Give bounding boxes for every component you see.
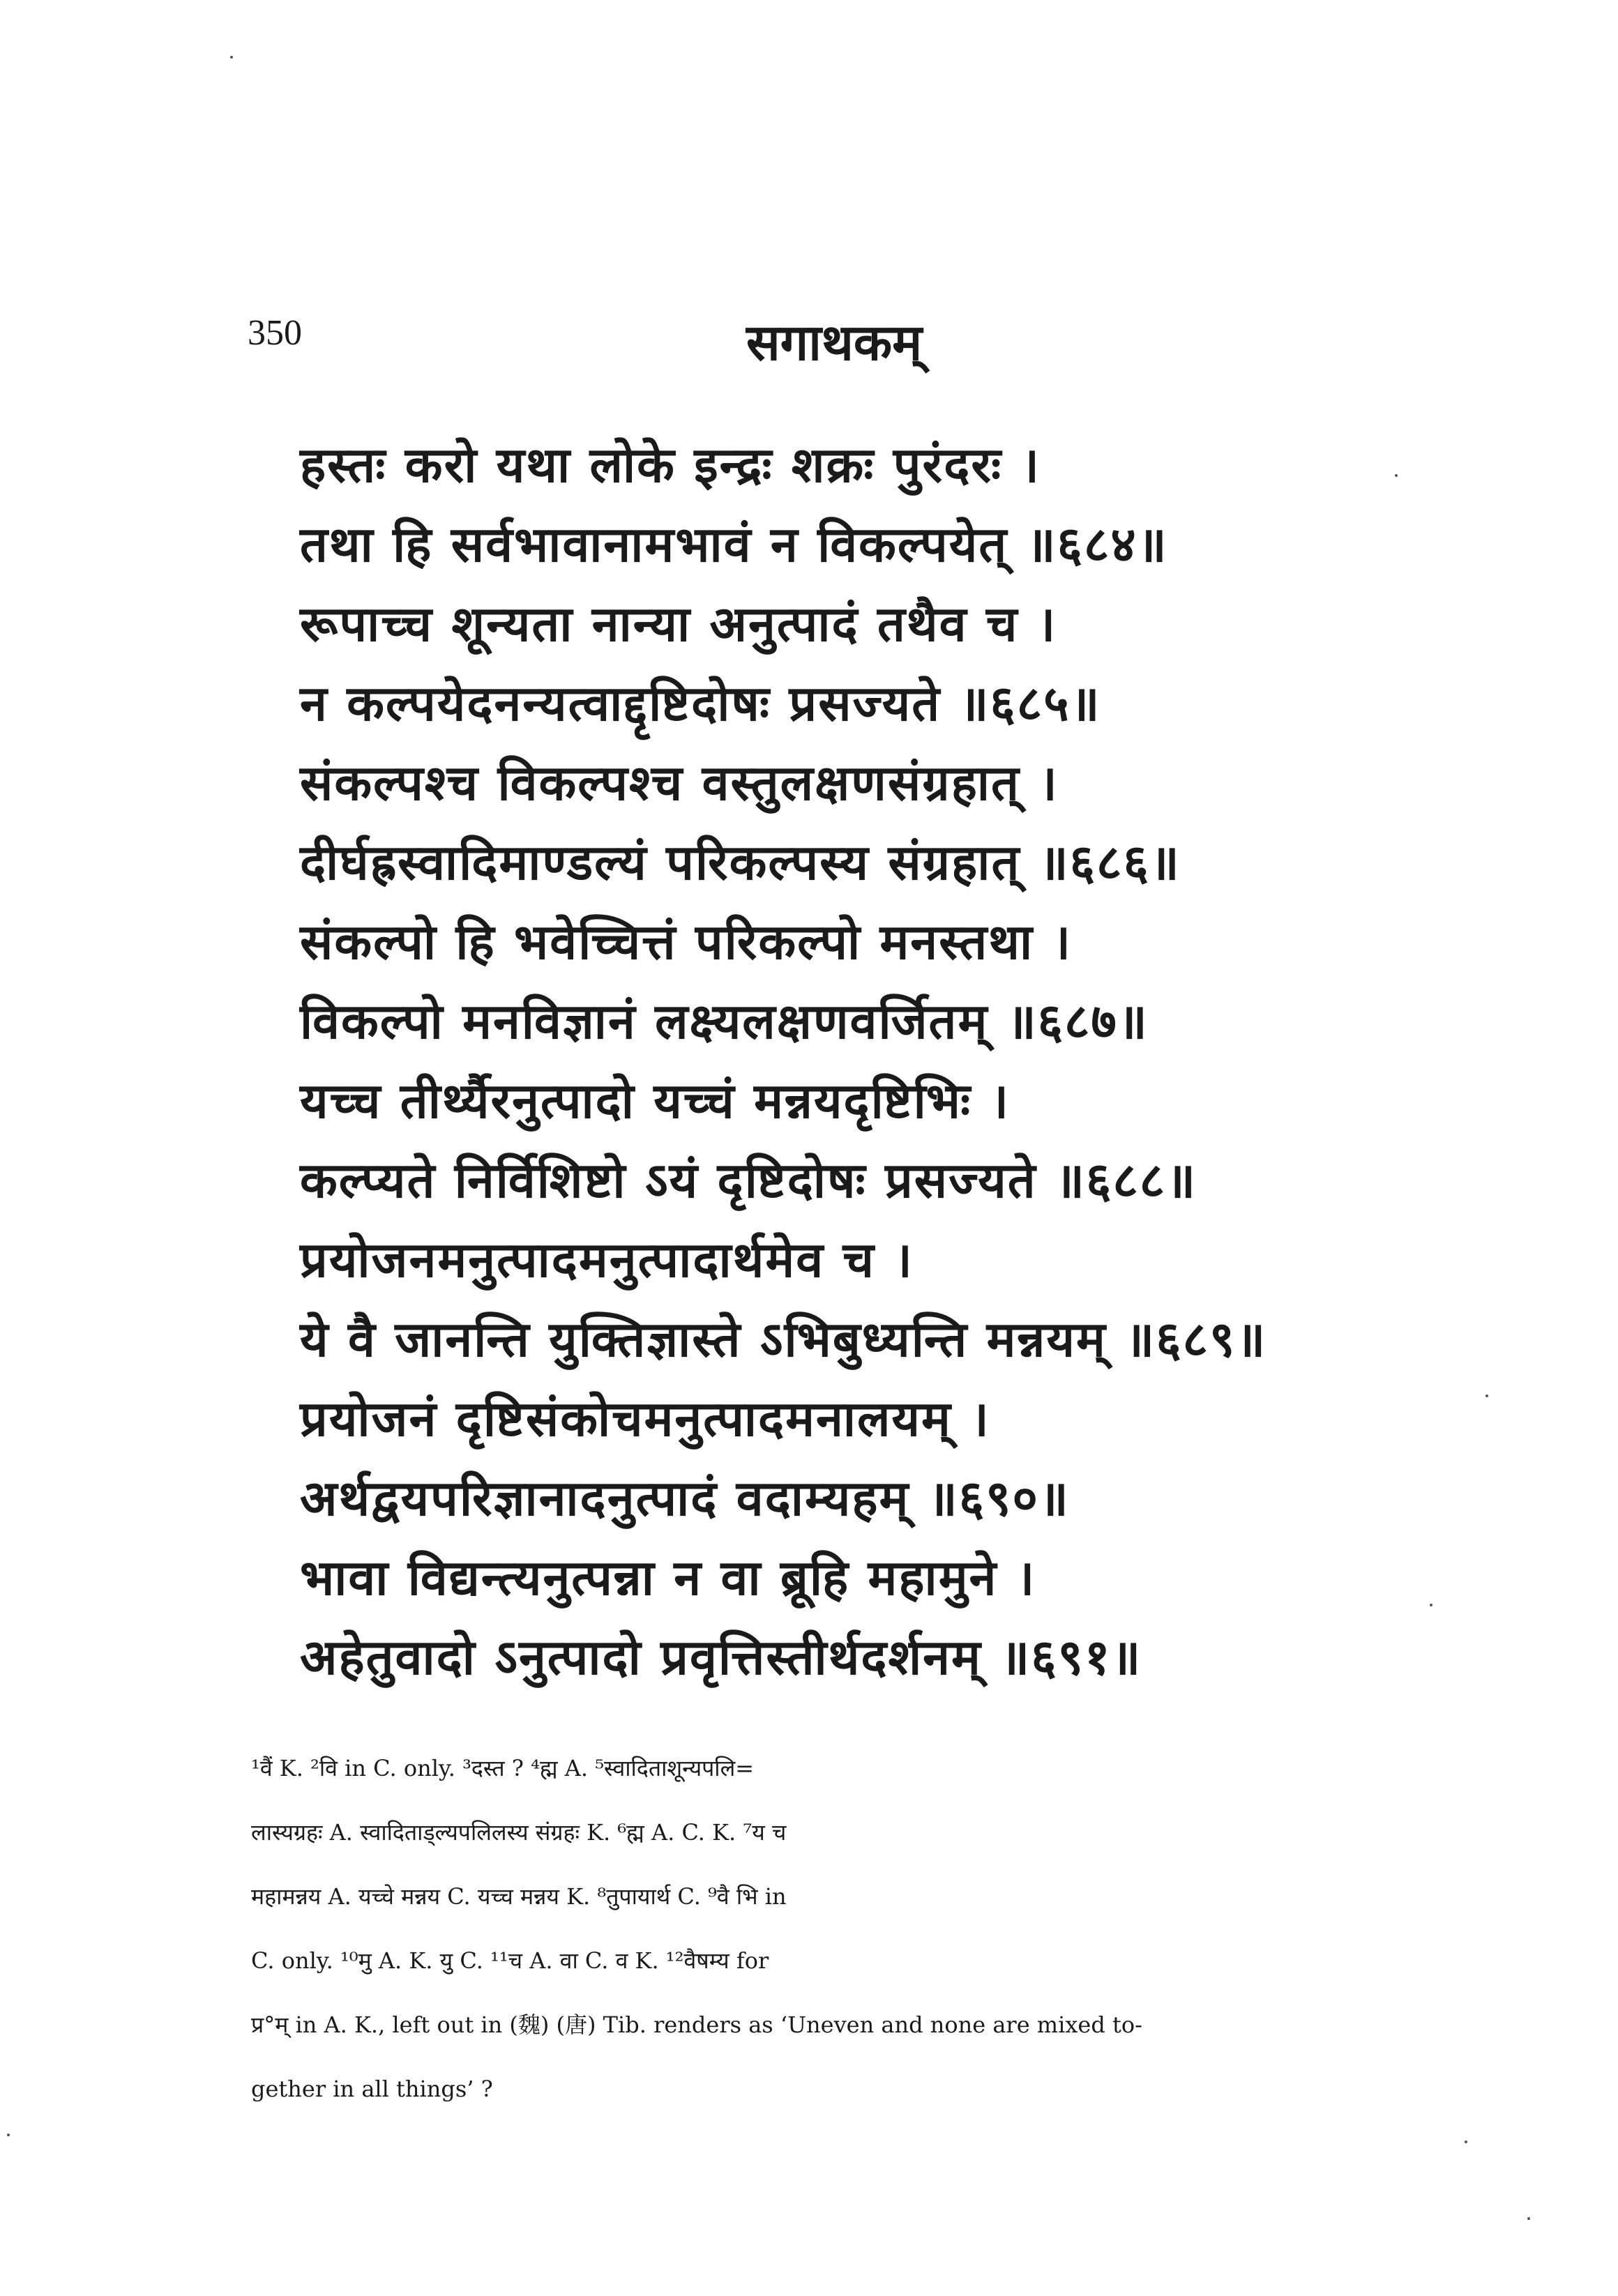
verse-text: यच्च तीर्थ्यैरनुत्पादो यच्चं मन्नयदृष्टिभिः । xyxy=(300,1072,1011,1130)
verse-line xyxy=(300,1538,1430,1618)
verse-block xyxy=(300,425,1430,1697)
verse-text: न कल्पयेदनन्यत्वाद्दृष्टिदोषः प्रसज्यते xyxy=(300,675,942,732)
footnote-line: C. only. ¹⁰मु A. K. यु C. ¹¹च A. वा C. व K. ¹²वैषम्य for xyxy=(251,1947,769,1974)
scan-speck xyxy=(230,56,233,59)
footnote-line: ¹वैं K. ²वि in C. only. ³दस्त ? ⁴ह्म A. ⁵स्वादिताशून्यपलि= xyxy=(251,1755,755,1781)
footnote-line: लास्यग्रहः A. स्वादिताड्ल्यपलिलस्य संग्रहः K. ⁶ह्म A. C. K. ⁷य च xyxy=(251,1819,787,1846)
verse-line xyxy=(300,902,1430,982)
running-title: सगाथकम् xyxy=(746,313,923,372)
scan-speck xyxy=(1485,1394,1488,1397)
verse-line xyxy=(300,664,1430,743)
verse-text: संकल्पश्च विकल्पश्च वस्तुलक्षणसंग्रहात् । xyxy=(300,754,1059,812)
footnote-line: प्र°म् in A. K., left out in (魏) (唐) Tib. renders as ‘Uneven and none are mixed to- xyxy=(251,2012,1142,2038)
page-number: 350 xyxy=(248,313,302,353)
verse-text: प्रयोजनमनुत्पादमनुत्पादार्थमेव च । xyxy=(300,1231,914,1288)
verse-line xyxy=(300,1300,1430,1379)
verse-line xyxy=(300,1379,1430,1459)
verse-number: ॥६८४॥ xyxy=(1026,516,1168,573)
verse-text: दीर्घह्रस्वादिमाण्डल्यं परिकल्पस्य संग्रहात् xyxy=(300,834,1021,891)
scan-speck xyxy=(1527,2217,1530,2220)
scan-speck xyxy=(1465,2141,1467,2143)
verse-number: ॥६९०॥ xyxy=(928,1470,1070,1527)
verse-text: कल्प्यते निर्विशिष्टो ऽयं दृष्टिदोषः प्रसज्यते xyxy=(300,1152,1037,1209)
verse-number: ॥६८७॥ xyxy=(1006,993,1149,1050)
scan-speck xyxy=(1430,1604,1432,1606)
verse-line xyxy=(300,982,1430,1061)
verse-line xyxy=(300,505,1430,584)
verse-line xyxy=(300,743,1430,823)
verse-text: रूपाच्च शून्यता नान्या अनुत्पादं तथैव च । xyxy=(300,595,1057,653)
verse-line xyxy=(300,1220,1430,1300)
verse-text: हस्तः करो यथा लोके इन्द्रः शक्रः पुरंदरः । xyxy=(300,436,1041,494)
verse-number: ॥६८८॥ xyxy=(1055,1152,1197,1209)
verse-text: प्रयोजनं दृष्टिसंकोचमनुत्पादमनालयम् । xyxy=(300,1390,990,1447)
verse-text: ये वै जानन्ति युक्तिज्ञास्ते ऽभिबुध्यन्ति मन्नयम् xyxy=(300,1311,1107,1368)
verse-text: अर्थद्वयपरिज्ञानादनुत्पादं वदाम्यहम् xyxy=(300,1470,910,1527)
verse-line xyxy=(300,425,1430,505)
verse-line xyxy=(300,584,1430,664)
verse-number: ॥६९१॥ xyxy=(1000,1629,1142,1686)
verse-number: ॥६८९॥ xyxy=(1125,1311,1267,1368)
verse-line xyxy=(300,1459,1430,1538)
verse-text: भावा विद्यन्त्यनुत्पन्ना न वा ब्रूहि महामुने । xyxy=(300,1549,1036,1606)
verse-text: संकल्पो हि भवेच्चित्तं परिकल्पो मनस्तथा । xyxy=(300,913,1073,971)
scan-speck xyxy=(1395,474,1398,477)
footnote-line: gether in all things’ ? xyxy=(251,2076,493,2102)
verse-number: ॥६८६॥ xyxy=(1038,834,1181,891)
footnote-line: महामन्नय A. यच्चे मन्नय C. यच्च मन्नय K. ⁸तुपायार्थ C. ⁹वै भि in xyxy=(251,1883,787,1910)
verse-number: ॥६८५॥ xyxy=(959,675,1101,732)
verse-line xyxy=(300,1618,1430,1697)
verse-line xyxy=(300,1141,1430,1220)
scan-speck xyxy=(7,2134,10,2136)
verse-text: विकल्पो मनविज्ञानं लक्ष्यलक्षणवर्जितम् xyxy=(300,993,989,1050)
verse-line xyxy=(300,1061,1430,1141)
footnotes xyxy=(251,1736,1423,2121)
verse-text: अहेतुवादो ऽनुत्पादो प्रवृत्तिस्तीर्थदर्शनम् xyxy=(300,1629,982,1686)
verse-text: तथा हि सर्वभावानामभावं न विकल्पयेत् xyxy=(300,516,1008,573)
verse-line xyxy=(300,823,1430,902)
